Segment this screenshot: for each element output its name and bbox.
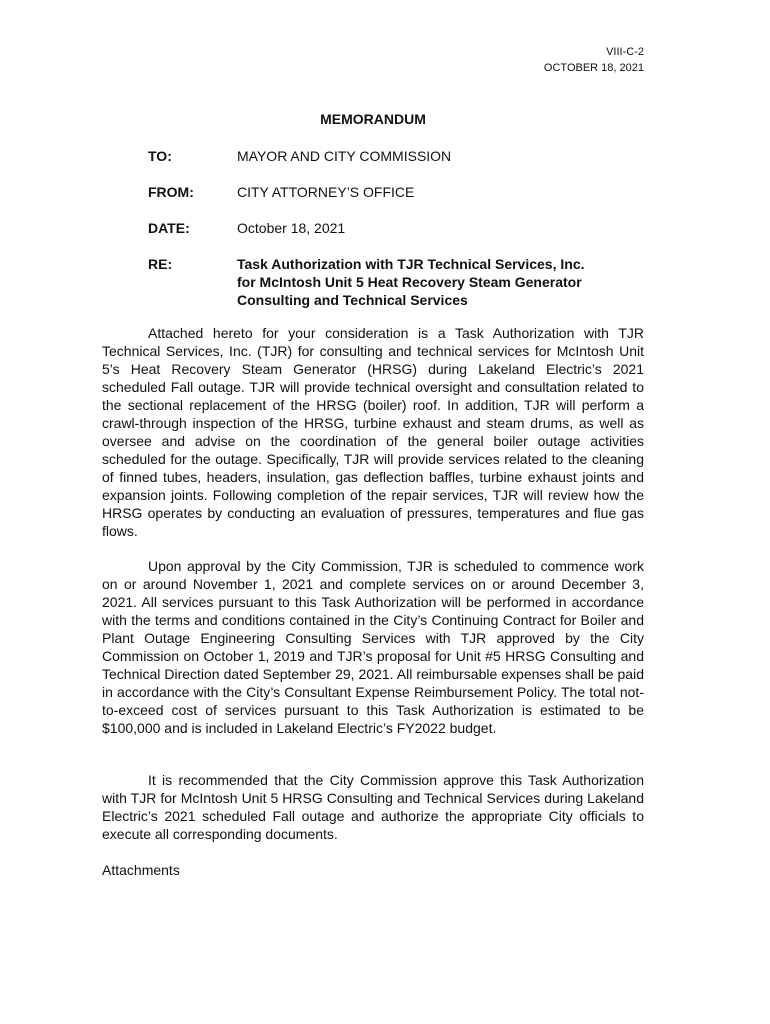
date-field bbox=[148, 219, 648, 237]
from-label: FROM: bbox=[148, 184, 194, 200]
to-field bbox=[148, 147, 648, 165]
to-label: TO: bbox=[148, 148, 172, 164]
header-date: OCTOBER 18, 2021 bbox=[543, 62, 644, 74]
re-label: RE: bbox=[148, 256, 173, 272]
document-code: VIII-C-2 bbox=[606, 46, 644, 58]
body-paragraph-1: Attached hereto for your consideration is a Task Authorization with TJR Technical Services, Inc. (TJR) for consulting and technical services for McIntosh Unit 5’s Heat Recovery Steam Generator (HRSG) during Lakeland Electric’s 2021 scheduled Fall outage. TJR will provide technical oversight and consultation related to the sectional replacement of the HRSG (boiler) roof. In addition, TJR will perform a crawl-through inspection of the HRSG, turbine exhaust and steam drums, as well as oversee and advise on the coordination of the general boiler outage activities scheduled for the outage. Specifically, TJR will provide services related to the cleaning of finned tubes, headers, insulation, gas deflection baffles, turbine exhaust joints and expansion joints. Following completion of the repair services, TJR will review how the HRSG operates by conducting an evaluation of pressures, temperatures and flue gas flows. bbox=[102, 325, 644, 539]
re-subject bbox=[237, 255, 648, 309]
body-paragraph-2: Upon approval by the City Commission, TJR is scheduled to commence work on or around November 1, 2021 and complete services on or around December 3, 2021. All services pursuant to this Task Authorization will be performed in accordance with the terms and conditions contained in the City’s Continuing Contract for Boiler and Plant Outage Engineering Consulting Services with TJR approved by the City Commission on October 1, 2019 and TJR’s proposal for Unit #5 HRSG Consulting and Technical Direction dated September 29, 2021. All reimbursable expenses shall be paid in accordance with the City’s Consultant Expense Reimbursement Policy. The total not-to-exceed cost of services pursuant to this Task Authorization is estimated to be $100,000 and is included in Lakeland Electric’s FY2022 budget. bbox=[102, 558, 644, 736]
to-value: MAYOR AND CITY COMMISSION bbox=[237, 148, 452, 164]
re-line: Consulting and Technical Services bbox=[237, 292, 468, 308]
date-value: October 18, 2021 bbox=[237, 220, 346, 236]
body-paragraph-3: It is recommended that the City Commission approve this Task Authorization with TJR for McIntosh Unit 5 HRSG Consulting and Technical Services during Lakeland Electric’s 2021 scheduled Fall outage and authorize the appropriate City officials to execute all corresponding documents. bbox=[102, 772, 644, 842]
re-line: Task Authorization with TJR Technical Services, Inc. bbox=[237, 256, 585, 272]
memo-title: MEMORANDUM bbox=[320, 111, 426, 127]
re-field bbox=[148, 255, 648, 309]
attachments-label: Attachments bbox=[102, 862, 180, 878]
date-label: DATE: bbox=[148, 220, 190, 236]
from-value: CITY ATTORNEY’S OFFICE bbox=[237, 184, 415, 200]
re-line: for McIntosh Unit 5 Heat Recovery Steam Generator bbox=[237, 274, 582, 290]
document-header bbox=[544, 44, 644, 76]
from-field bbox=[148, 183, 648, 201]
